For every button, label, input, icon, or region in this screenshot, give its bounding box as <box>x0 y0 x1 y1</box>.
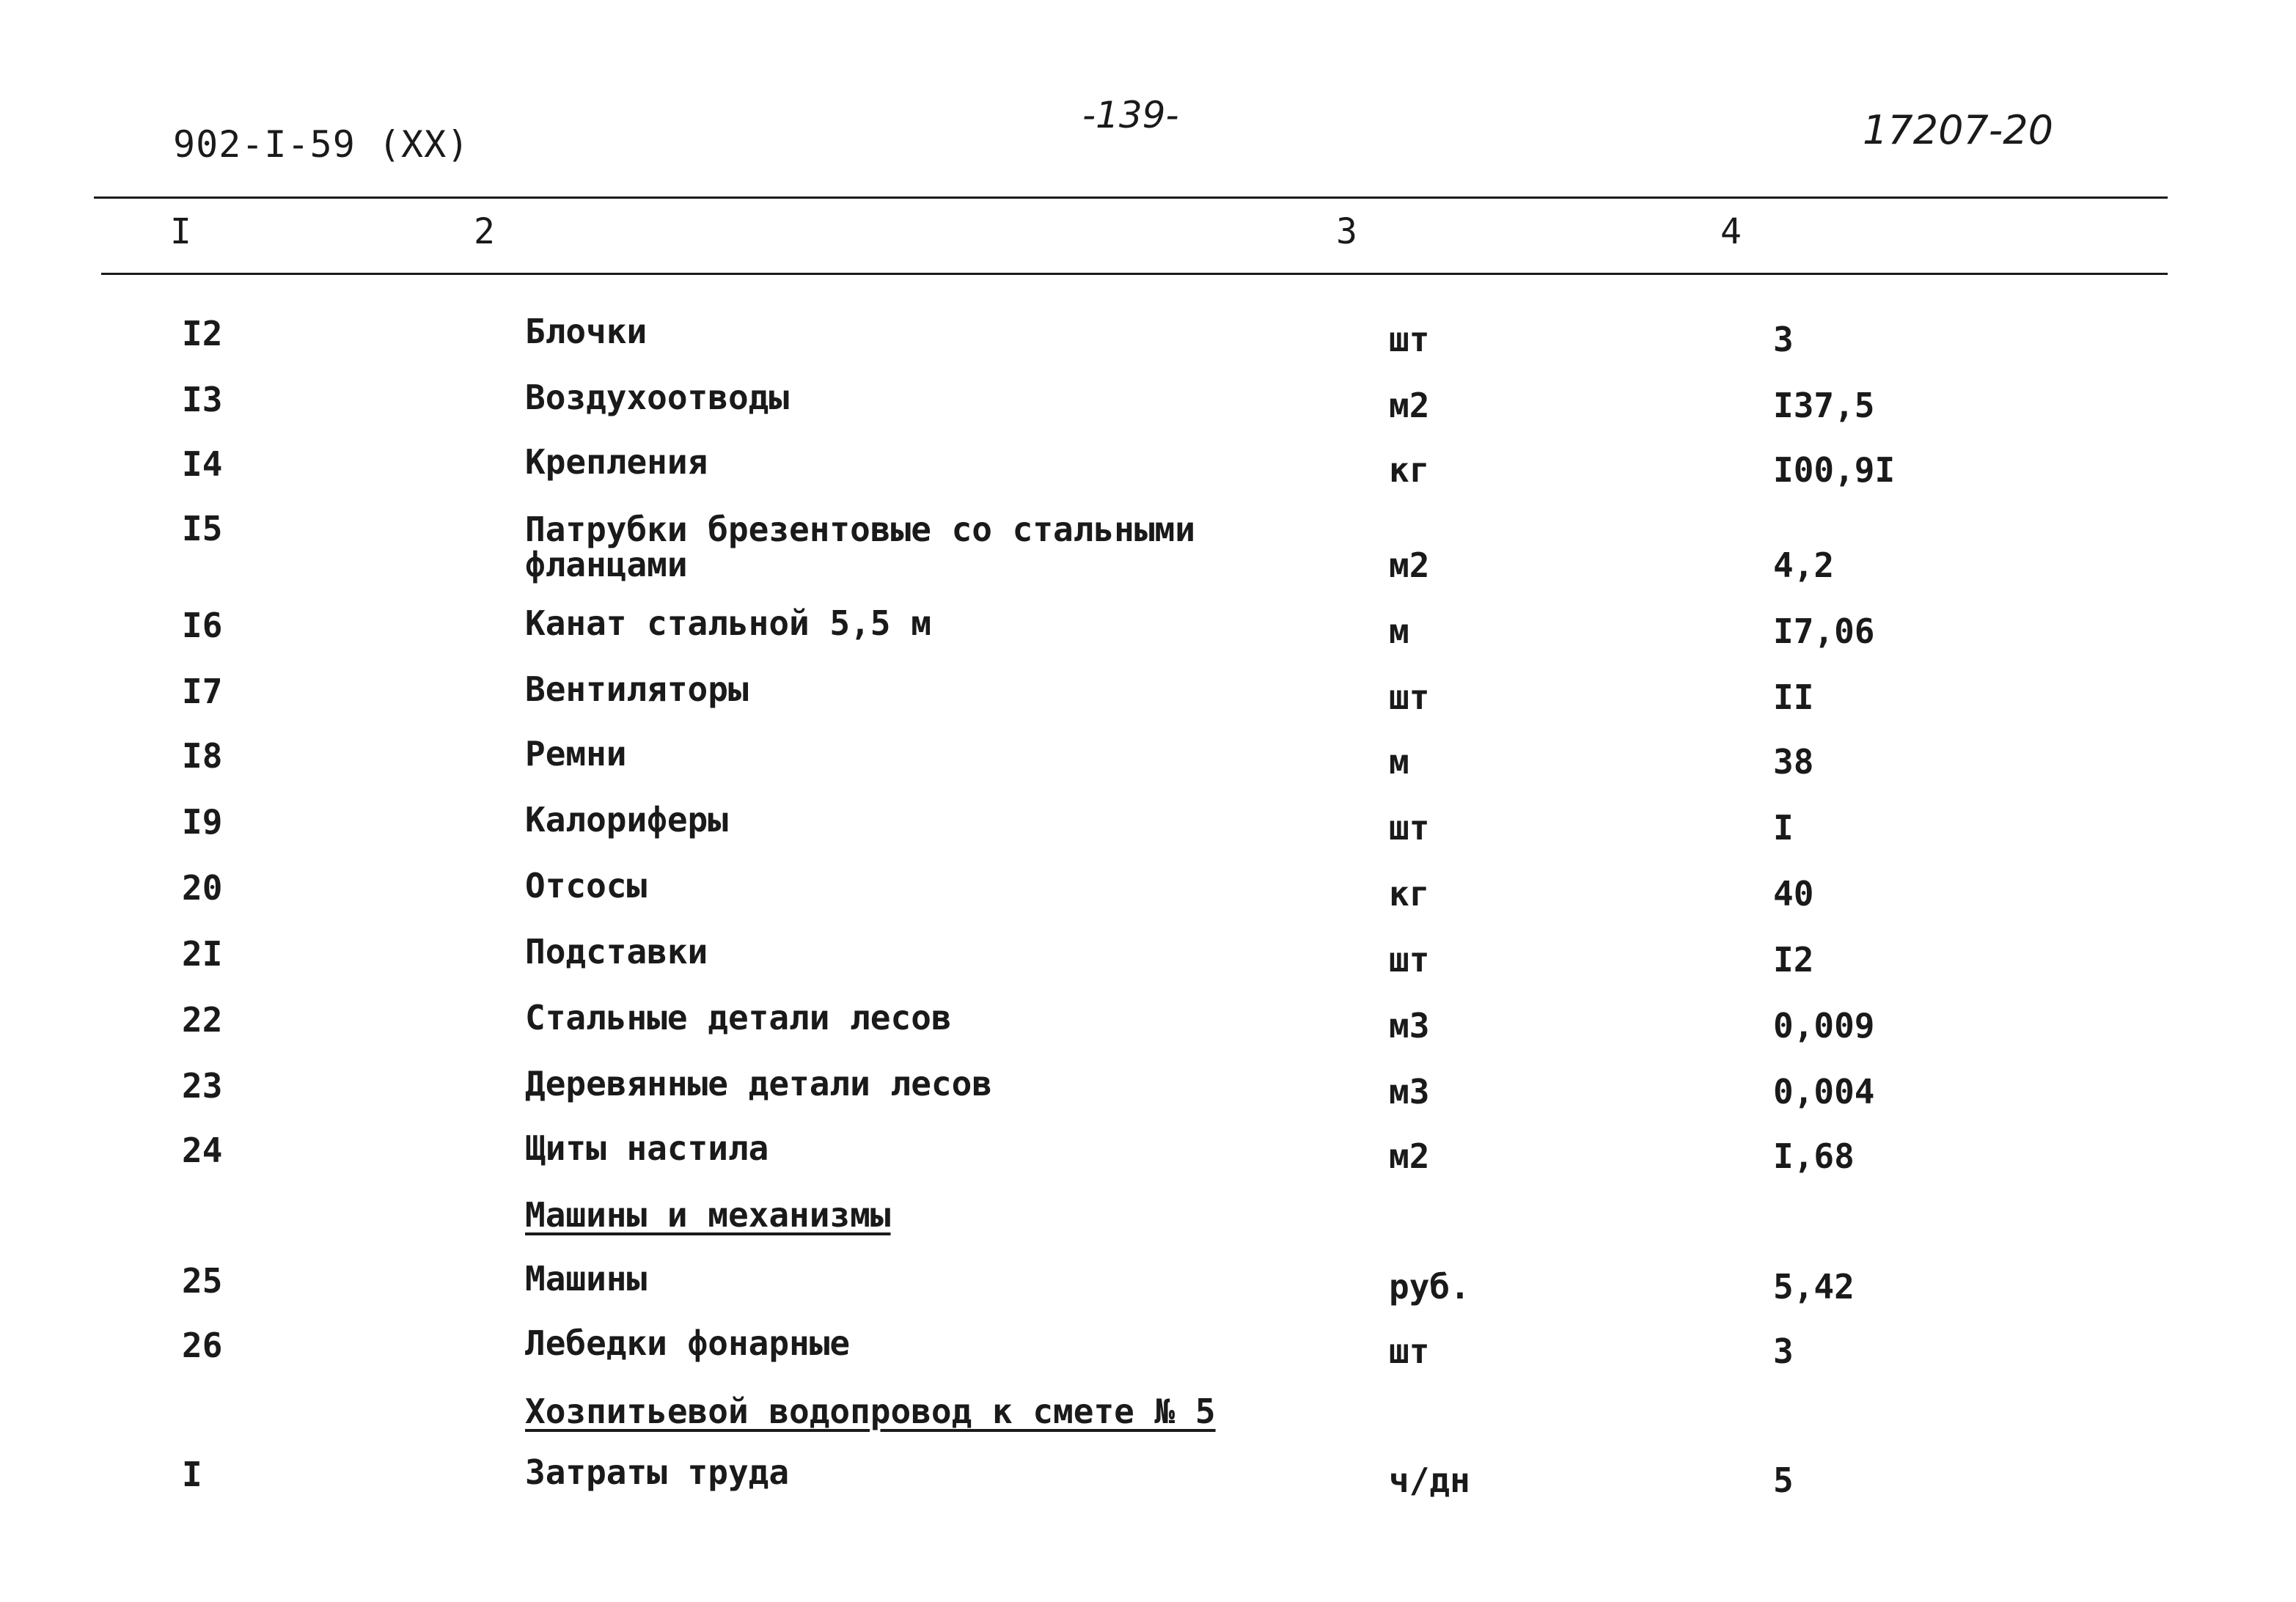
row-quantity: 3 <box>1773 320 1794 359</box>
row-name: Деревянные детали лесов <box>525 1064 992 1103</box>
column-header-2: 2 <box>474 211 495 252</box>
table-row <box>0 934 2296 1000</box>
row-number: I6 <box>182 606 223 645</box>
table-row <box>0 1066 2296 1132</box>
table-row <box>0 1261 2296 1327</box>
row-unit: руб. <box>1389 1267 1470 1307</box>
table-row <box>0 444 2296 510</box>
row-unit: кг <box>1389 874 1430 914</box>
table-row <box>0 1000 2296 1066</box>
row-name: Лебедки фонарные <box>525 1323 851 1363</box>
row-unit: м3 <box>1389 1072 1430 1112</box>
row-quantity: I00,9I <box>1773 450 1896 490</box>
document-number: 17207-20 <box>1863 107 2053 153</box>
column-header-3: 3 <box>1336 211 1357 252</box>
table-row <box>0 802 2296 868</box>
row-number: I4 <box>182 444 223 484</box>
table-row <box>0 1452 2296 1521</box>
row-name: Отсосы <box>525 866 648 905</box>
row-name: Затраты труда <box>525 1452 790 1492</box>
row-number: 25 <box>182 1261 223 1301</box>
table-row <box>0 736 2296 802</box>
row-name: Вентиляторы <box>525 669 749 709</box>
row-number: I9 <box>182 802 223 842</box>
row-name: Патрубки брезентовые со стальными фланцами <box>525 510 1195 584</box>
row-quantity: I7,06 <box>1773 611 1875 651</box>
row-quantity: I,68 <box>1773 1136 1855 1176</box>
row-number: I2 <box>182 314 223 353</box>
row-name: Щиты настила <box>525 1128 769 1168</box>
row-number: 2I <box>182 934 223 974</box>
row-quantity: I37,5 <box>1773 386 1875 425</box>
table-row <box>0 868 2296 934</box>
row-number: I7 <box>182 672 223 711</box>
row-unit: м <box>1389 611 1409 651</box>
row-name: Подставки <box>525 932 708 971</box>
row-number: I8 <box>182 736 223 776</box>
row-unit: м3 <box>1389 1006 1430 1046</box>
section-title-machines: Машины и механизмы <box>525 1195 891 1235</box>
table-row <box>0 314 2296 380</box>
row-name: Калориферы <box>525 800 728 839</box>
row-number: 22 <box>182 1000 223 1040</box>
row-quantity: 5 <box>1773 1460 1794 1500</box>
row-quantity: I2 <box>1773 940 1814 980</box>
column-header-4: 4 <box>1720 211 1742 252</box>
row-number: 24 <box>182 1131 223 1170</box>
row-unit: шт <box>1389 940 1430 980</box>
row-number: I3 <box>182 380 223 419</box>
row-unit: м2 <box>1389 386 1430 425</box>
row-name: Блочки <box>525 312 648 351</box>
row-unit: шт <box>1389 808 1430 848</box>
row-unit: шт <box>1389 320 1430 359</box>
row-number: I5 <box>182 509 223 548</box>
row-quantity: 38 <box>1773 742 1814 782</box>
document-code: 902-I-59 (XX) <box>173 123 470 166</box>
column-header-1: I <box>170 211 191 252</box>
table-row <box>0 380 2296 446</box>
row-name: Крепления <box>525 442 708 482</box>
row-unit: м2 <box>1389 545 1430 585</box>
table-row <box>0 1323 2296 1392</box>
row-quantity: 3 <box>1773 1331 1794 1371</box>
row-unit: кг <box>1389 450 1430 490</box>
row-name: Канат стальной 5,5 м <box>525 603 931 643</box>
row-unit: м <box>1389 742 1409 782</box>
page-number: -139- <box>1082 94 1179 136</box>
row-quantity: I <box>1773 808 1794 848</box>
row-name: Воздухоотводы <box>525 378 790 417</box>
row-number: 20 <box>182 868 223 908</box>
row-quantity: 0,004 <box>1773 1072 1875 1112</box>
table-row <box>0 603 2296 672</box>
row-name: Стальные детали лесов <box>525 998 952 1037</box>
table-row <box>0 669 2296 738</box>
row-unit: м2 <box>1389 1136 1430 1176</box>
row-name: Ремни <box>525 734 627 774</box>
row-quantity: 40 <box>1773 874 1814 914</box>
row-name: Машины <box>525 1259 648 1298</box>
row-unit: шт <box>1389 1331 1430 1371</box>
row-unit: ч/дн <box>1389 1460 1470 1500</box>
row-quantity: 0,009 <box>1773 1006 1875 1046</box>
row-quantity: 5,42 <box>1773 1267 1855 1307</box>
table-row <box>0 1128 2296 1197</box>
row-unit: шт <box>1389 677 1430 717</box>
row-number: 26 <box>182 1326 223 1365</box>
row-number: I <box>182 1455 202 1494</box>
table-row <box>0 509 2296 604</box>
section-title-water-supply: Хозпитьевой водопровод к смете № 5 <box>525 1392 1216 1431</box>
row-number: 23 <box>182 1066 223 1106</box>
row-quantity: II <box>1773 677 1814 717</box>
row-quantity: 4,2 <box>1773 545 1835 585</box>
